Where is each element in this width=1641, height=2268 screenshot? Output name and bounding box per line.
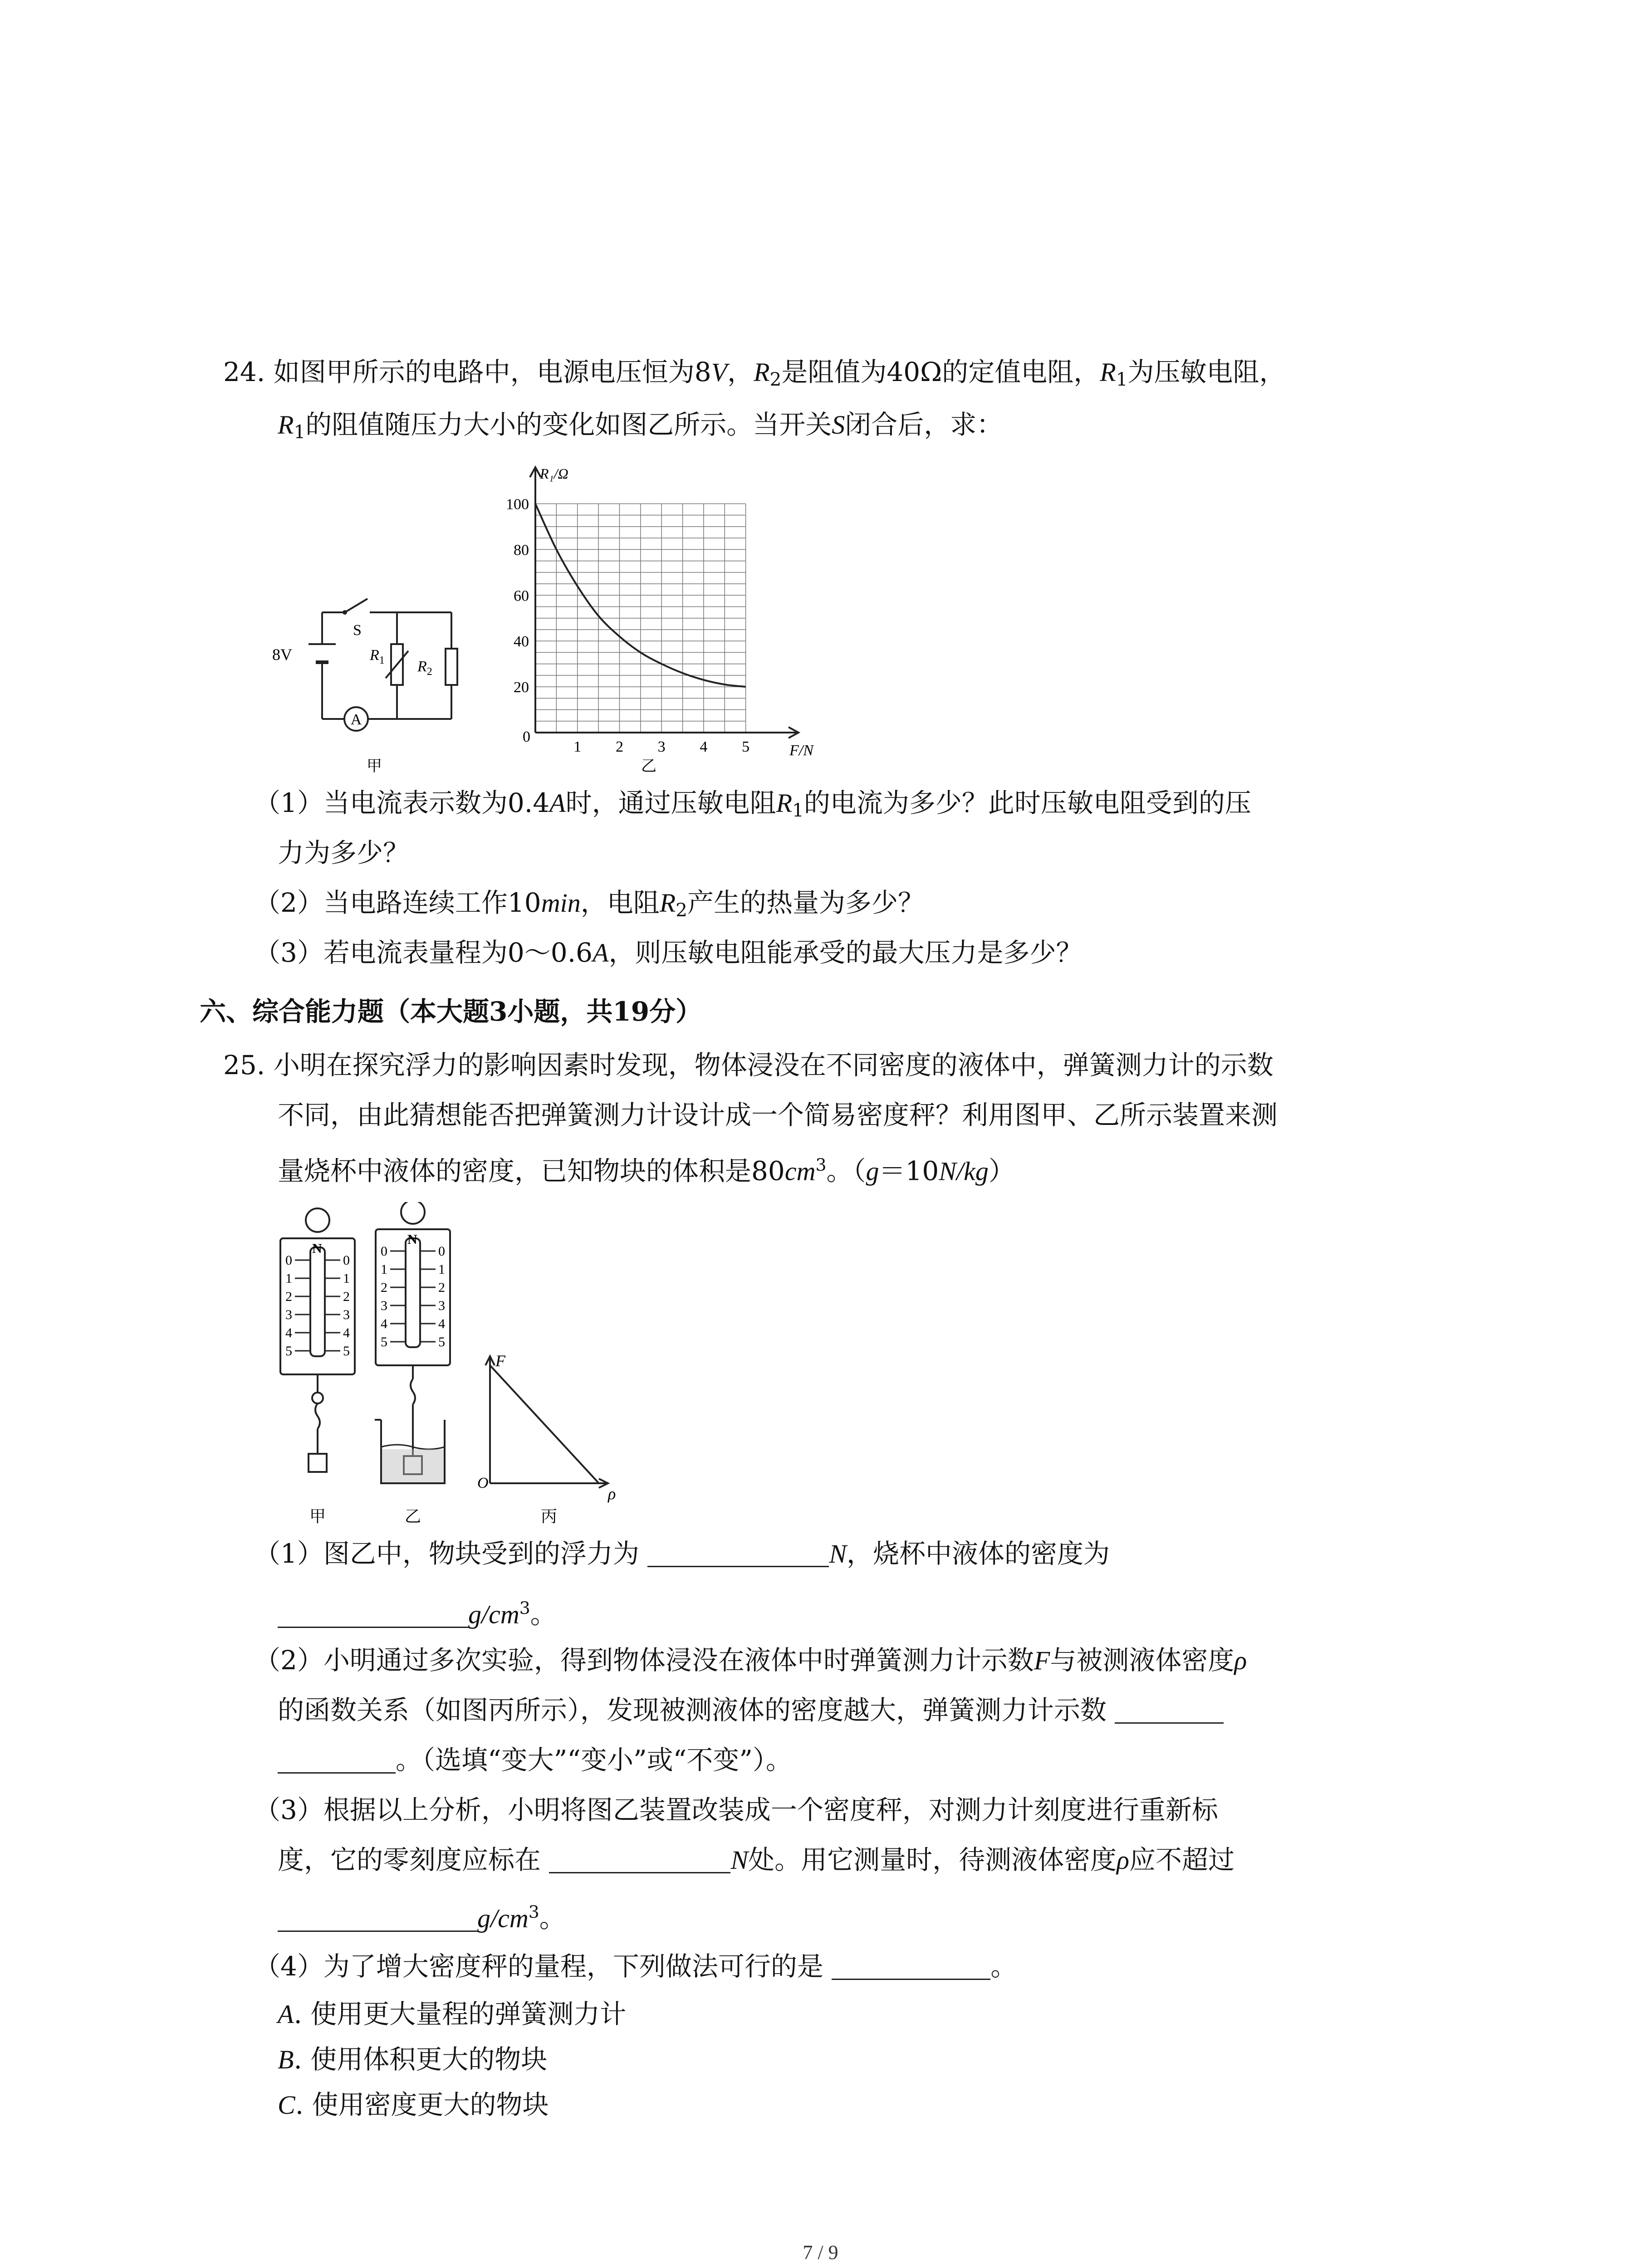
x-tick-label: 4 (700, 738, 708, 755)
scale-tick-label: 1 (381, 1262, 387, 1277)
scale-jia-unit: N (312, 1241, 322, 1256)
y-tick-label: 40 (514, 633, 529, 650)
scale-tick-label: 3 (343, 1307, 350, 1322)
x-tick-label: 1 (573, 738, 582, 755)
option-b: B. 使用体积更大的物块 (278, 2044, 548, 2075)
y-tick-label: 60 (514, 587, 529, 605)
circuit-diagram (272, 590, 467, 780)
scale-tick-label: 5 (381, 1334, 387, 1349)
page-number: 7 / 9 (803, 2241, 838, 2263)
caption-yi: 乙 (404, 1507, 421, 1525)
option-c: C. 使用密度更大的物块 (278, 2089, 549, 2120)
scale-tick-label: 3 (285, 1307, 292, 1322)
svg-text:R2: $R_2$ (417, 658, 432, 678)
graph-bing (485, 1356, 608, 1488)
scale-tick-label: 0 (438, 1244, 445, 1259)
resistance-force-graph (490, 458, 853, 780)
section-heading: 六、综合能力题（本大题3小题，共19分） (200, 996, 702, 1027)
switch-contact (343, 610, 347, 615)
q25-number: 25. (223, 1050, 265, 1080)
option-a: A. 使用更大量程的弹簧测力计 (278, 1999, 627, 2029)
y-tick-label: 20 (514, 679, 529, 696)
x-tick-label: 2 (615, 738, 623, 755)
q25-sub3-line-1: （3）根据以上分析，小明将图乙装置改装成一个密度秤，对测力计刻度进行重新标 (254, 1794, 1218, 1825)
q25-sub2-line-3: 。（选填“变大”“变小”或“不变”）。 (278, 1742, 792, 1778)
x-tick-label: 3 (657, 738, 666, 755)
y-tick-label: 80 (514, 542, 529, 559)
answer-blank-zero-mark[interactable] (549, 1846, 730, 1873)
q25-line-2: 不同，由此猜想能否把弹簧测力计设计成一个简易密度秤？利用图甲、乙所示装置来测 (278, 1100, 1278, 1130)
q24-sub1-line-2: 力为多少？ (278, 837, 410, 868)
scale-tick-label: 4 (381, 1316, 387, 1331)
answer-blank-trend-part2[interactable] (278, 1746, 396, 1774)
graph-bing-rho-label: ρ (608, 1485, 616, 1503)
beaker-liquid (382, 1449, 444, 1482)
q25-sub2-line-2: 的函数关系（如图丙所示），发现被测液体的密度越大，弹簧测力计示数 (278, 1692, 1224, 1728)
x-tick-label: 5 (742, 738, 750, 755)
scale-tick-label: 3 (438, 1298, 445, 1313)
scale-tick-label: 4 (343, 1325, 350, 1340)
scale-tick-label: 0 (285, 1253, 292, 1268)
answer-blank-buoyancy[interactable] (647, 1540, 829, 1567)
graph-caption: 乙 (641, 758, 656, 775)
caption-jia: 甲 (309, 1507, 326, 1525)
scale-tick-label: 1 (438, 1262, 445, 1277)
scale-tick-label: 0 (343, 1253, 350, 1268)
voltage-label: 8V (272, 645, 292, 664)
q24-number: 24. (223, 357, 265, 387)
scale-tick-label: 3 (381, 1298, 387, 1313)
caption-bing: 丙 (540, 1507, 558, 1525)
q25-sub3-line-3: $g/cm^3$。 (278, 1894, 566, 1937)
scale-tick-label: 1 (343, 1271, 350, 1286)
scale-tick-label: 0 (381, 1244, 387, 1259)
q24-sub1-line-1: （1）当电流表示数为0.4A时，通过压敏电阻$R_1$的电流为多少？此时压敏电阻受到的压 (254, 787, 1251, 821)
q25-sub2-line-1: （2）小明通过多次实验，得到物体浸没在液体中时弹簧测力计示数F与被测液体密度ρ (254, 1645, 1247, 1676)
y-axis-label: R₁/Ω (540, 465, 568, 482)
q25-line-1: 25. 小明在探究浮力的影响因素时发现，物体浸没在不同密度的液体中，弹簧测力计的示数 (223, 1050, 1274, 1080)
scale-tick-label: 4 (285, 1325, 292, 1340)
spring-scale-figures (272, 1202, 635, 1538)
ammeter-label: A (350, 711, 362, 728)
scale-tick-label: 2 (343, 1289, 350, 1304)
scale-tick-label: 2 (285, 1289, 292, 1304)
q24-line-1: 24. 如图甲所示的电路中，电源电压恒为8V，$R_2$是阻值为40Ω的定值电阻，$R_1$为压敏电阻， (223, 357, 1286, 391)
scale-tick-label: 5 (438, 1334, 445, 1349)
scale-tick-label: 2 (381, 1280, 387, 1295)
x-axis-label: F/N (789, 742, 813, 759)
q24-sub2: （2）当电路连续工作10min，电阻$R_2$产生的热量为多少？ (254, 887, 925, 921)
svg-text:R1: $R_1$ (370, 647, 385, 666)
answer-blank-density[interactable] (278, 1600, 468, 1628)
scale-tick-label: 2 (438, 1280, 445, 1295)
q24-line-2: $R_1$的阻值随压力大小的变化如图乙所示。当开关S闭合后，求： (278, 409, 1003, 443)
q25-sub4: （4）为了增大密度秤的量程，下列做法可行的是 。 (254, 1951, 1017, 1982)
answer-blank-trend-part1[interactable] (1115, 1696, 1224, 1724)
q25-sub1-line-1: （1）图乙中，物块受到的浮力为 N，烧杯中液体的密度为 (254, 1538, 1110, 1569)
q25-line-3: 量烧杯中液体的密度，已知物块的体积是$80cm^3$。（g＝10N/kg） (278, 1155, 1015, 1187)
q25-sub3-line-2: 度，它的零刻度应标在 N处。用它测量时，待测液体密度ρ应不超过 (278, 1844, 1235, 1875)
scale-tick-label: 5 (285, 1344, 292, 1359)
scale-tick-label: 1 (285, 1271, 292, 1286)
f-rho-line (490, 1365, 599, 1483)
q24-sub3: （3）若电流表量程为0～0.6A，则压敏电阻能承受的最大压力是多少？ (254, 937, 1083, 968)
answer-blank-choice[interactable] (832, 1952, 990, 1980)
scale-tick-label: 4 (438, 1316, 445, 1331)
r1-label: R (370, 647, 379, 664)
q25-sub1-line-2: $g/cm^3$。 (278, 1590, 557, 1633)
graph-bing-origin: O (477, 1475, 489, 1491)
scale-tick-label: 5 (343, 1344, 350, 1359)
circuit-caption: 甲 (367, 758, 382, 775)
r2-label: R (417, 658, 427, 675)
switch-label: S (353, 622, 362, 639)
origin-label: 0 (523, 728, 530, 745)
y-tick-label: 100 (506, 496, 529, 513)
scale-yi-unit: N (407, 1232, 417, 1247)
graph-bing-f-label: F (495, 1352, 505, 1370)
answer-blank-max-density[interactable] (278, 1904, 477, 1932)
